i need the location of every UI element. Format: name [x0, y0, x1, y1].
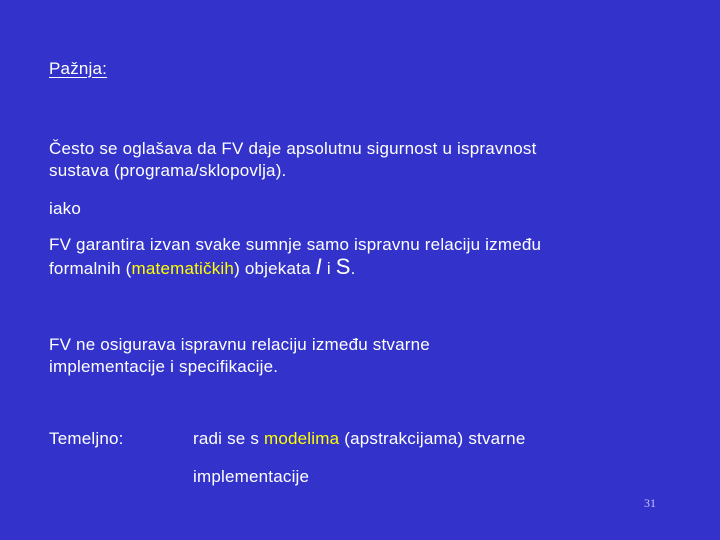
paragraph-claim [49, 138, 537, 182]
highlight-models: modelima [263, 429, 340, 448]
paragraph-models-line2: implementacije [193, 467, 310, 486]
slide-title: Pažnja: [49, 59, 108, 78]
paragraph-models-line1 [193, 428, 525, 450]
paragraph-guarantee-line1: FV garantira izvan svake sumnje samo ispravnu relaciju između [49, 235, 542, 254]
text-fragment: (apstrakcijama) stvarne [339, 429, 526, 448]
text-fragment: . [350, 259, 356, 278]
highlight-mathematical: matematičkih [131, 259, 235, 278]
symbol-s: S [335, 254, 351, 279]
symbol-i: I [315, 254, 322, 279]
paragraph-limitation-line2: implementacije i specifikacije. [49, 357, 279, 376]
page-number: 31 [644, 496, 656, 510]
paragraph-limitation [49, 334, 430, 378]
paragraph-guarantee [49, 234, 541, 280]
text-fragment: radi se s [193, 429, 264, 448]
text-fragment: formalnih ( [49, 259, 132, 278]
text-fragment: i [321, 259, 336, 278]
paragraph-limitation-line1: FV ne osigurava ispravnu relaciju između stvarne [49, 335, 430, 354]
paragraph-iako: iako [49, 199, 81, 218]
paragraph-claim-line1: Često se oglašava da FV daje apsolutnu sigurnost u ispravnost [49, 139, 537, 158]
text-fragment: ) objekata [234, 259, 316, 278]
paragraph-claim-line2: sustava (programa/sklopovlja). [49, 161, 287, 180]
paragraph-guarantee-line2 [49, 256, 541, 280]
label-temeljno: Temeljno: [49, 429, 124, 448]
